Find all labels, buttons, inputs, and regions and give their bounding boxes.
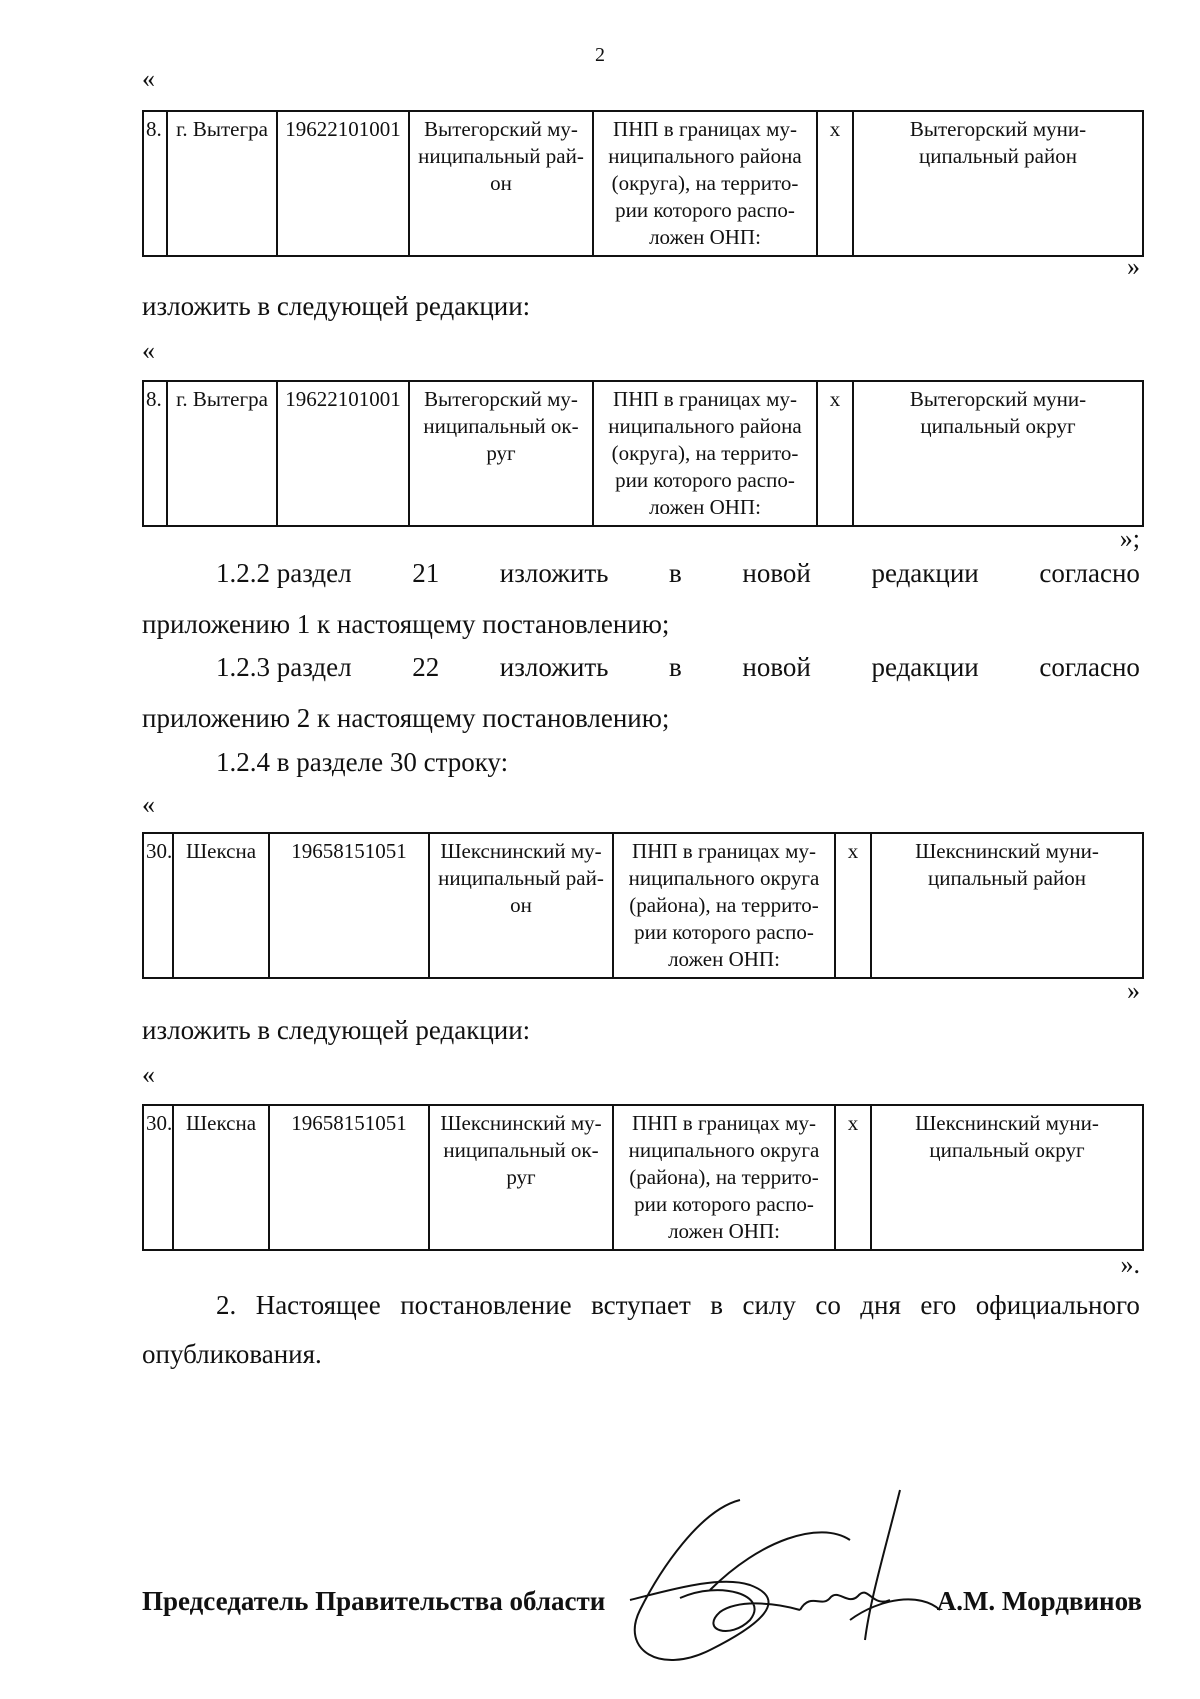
word: новой <box>742 652 811 682</box>
word: в <box>710 1290 724 1320</box>
table-row-old-8 <box>142 110 1144 257</box>
item-2-cont: опубликования. <box>142 1339 322 1369</box>
word: 2. <box>216 1290 237 1320</box>
cell-x: х <box>835 833 871 978</box>
table-row-new-8 <box>142 380 1144 527</box>
cell-pnp: ПНП в границах му- ниципального района (округа), на террито- рии которого распо- ложен ОНП: <box>593 381 817 526</box>
item-1-2-4: 1.2.4 в разделе 30 строку: <box>216 747 509 777</box>
quote-close-semicolon: »; <box>1119 524 1140 553</box>
word: согласно <box>1039 652 1140 682</box>
restate-text: изложить в следующей редакции: <box>142 1015 531 1045</box>
cell-name: Шексна <box>173 833 269 978</box>
word: редакции <box>871 558 979 588</box>
cell-municipality: Вытегорский му- ниципальный рай- он <box>409 111 593 256</box>
word: 1.2.2 раздел <box>216 558 352 588</box>
page-number: 2 <box>595 44 605 66</box>
quote-open: « <box>142 1060 155 1089</box>
cell-num: 8. <box>143 381 167 526</box>
cell-name: г. Вытегра <box>167 111 277 256</box>
cell-num: 30. <box>143 833 173 978</box>
table-row-old-30 <box>142 832 1144 979</box>
cell-x: х <box>817 111 853 256</box>
word: 21 <box>412 558 440 588</box>
signatory-title: Председатель Правительства области <box>142 1586 606 1616</box>
cell-pnp: ПНП в границах му- ниципального округа (района), на террито- рии которого распо- ложен ОНП: <box>613 833 835 978</box>
cell-pnp: ПНП в границах му- ниципального округа (района), на террито- рии которого распо- ложен ОНП: <box>613 1105 835 1250</box>
quote-open: « <box>142 336 155 365</box>
cell-municipality: Шекснинский му- ниципальный рай- он <box>429 833 613 978</box>
word: изложить <box>499 652 609 682</box>
table-row <box>143 111 1143 256</box>
word: изложить <box>499 558 609 588</box>
word: дня <box>860 1290 901 1320</box>
cell-municipality: Вытегорский му- ниципальный ок- руг <box>409 381 593 526</box>
quote-close-period: ». <box>1120 1250 1140 1279</box>
word: в <box>669 652 682 682</box>
signatory-name: А.М. Мордвинов <box>936 1586 1142 1616</box>
table-row-new-30 <box>142 1104 1144 1251</box>
word: вступает <box>591 1290 691 1320</box>
cell-name: г. Вытегра <box>167 381 277 526</box>
item-1-2-3-cont: приложению 2 к настоящему постановлению; <box>142 703 670 733</box>
cell-result: Шекснинский муни- ципальный район <box>871 833 1143 978</box>
table-row <box>143 833 1143 978</box>
word: в <box>669 558 682 588</box>
cell-result: Шекснинский муни- ципальный округ <box>871 1105 1143 1250</box>
cell-result: Вытегорский муни- ципальный район <box>853 111 1143 256</box>
cell-x: х <box>817 381 853 526</box>
cell-name: Шексна <box>173 1105 269 1250</box>
quote-close: » <box>1127 976 1140 1005</box>
item-1-2-2-cont: приложению 1 к настоящему постановлению; <box>142 609 670 639</box>
cell-code: 19622101001 <box>277 111 409 256</box>
word: его <box>920 1290 957 1320</box>
word: 1.2.3 раздел <box>216 652 352 682</box>
cell-code: 19658151051 <box>269 1105 429 1250</box>
handwritten-signature <box>600 1480 960 1680</box>
word: силу <box>742 1290 796 1320</box>
cell-result: Вытегорский муни- ципальный округ <box>853 381 1143 526</box>
word: новой <box>742 558 811 588</box>
word: постановление <box>400 1290 572 1320</box>
cell-municipality: Шекснинский му- ниципальный ок- руг <box>429 1105 613 1250</box>
word: согласно <box>1039 558 1140 588</box>
word: 22 <box>412 652 440 682</box>
quote-open: « <box>142 790 155 819</box>
cell-num: 30. <box>143 1105 173 1250</box>
cell-code: 19658151051 <box>269 833 429 978</box>
item-1-2-2-line <box>216 558 1140 589</box>
cell-code: 19622101001 <box>277 381 409 526</box>
word: Настоящее <box>255 1290 381 1320</box>
restate-text: изложить в следующей редакции: <box>142 291 531 321</box>
item-2-line <box>216 1290 1140 1321</box>
quote-open: « <box>142 64 155 93</box>
cell-num: 8. <box>143 111 167 256</box>
quote-close: » <box>1127 252 1140 281</box>
cell-x: х <box>835 1105 871 1250</box>
table-row <box>143 381 1143 526</box>
word: редакции <box>871 652 979 682</box>
word: со <box>815 1290 841 1320</box>
cell-pnp: ПНП в границах му- ниципального района (округа), на террито- рии которого распо- ложен ОНП: <box>593 111 817 256</box>
table-row <box>143 1105 1143 1250</box>
word: официального <box>975 1290 1140 1320</box>
item-1-2-3-line <box>216 652 1140 683</box>
